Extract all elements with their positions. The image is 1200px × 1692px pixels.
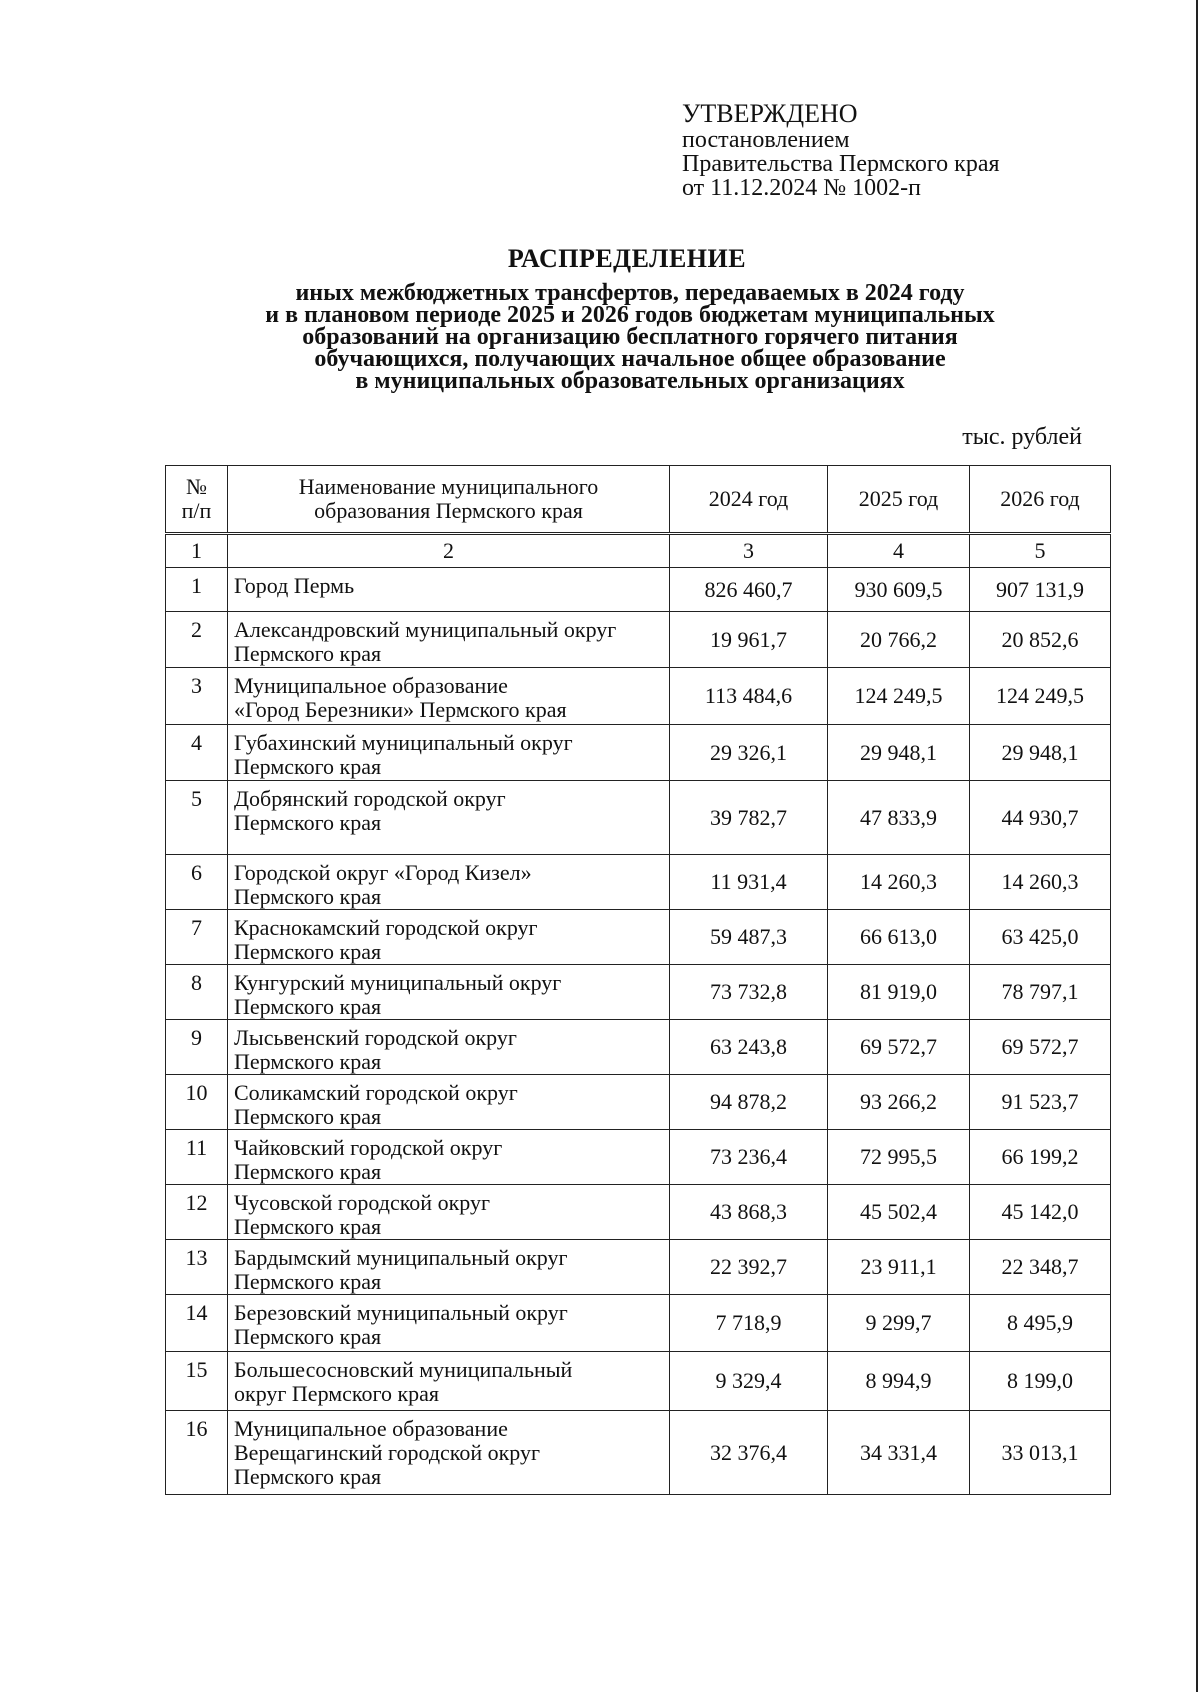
row-number: 8 [166,965,228,1020]
municipality-name-line: Город Пермь [234,573,355,598]
value-2024: 22 392,7 [670,1240,828,1295]
subtitle-line: иных межбюджетных трансфертов, передаваемых в 2024 году [295,280,965,306]
value-2026: 66 199,2 [970,1130,1111,1185]
municipality-name [228,855,670,910]
subtitle-line: образований на организацию бесплатного горячего питания [302,324,958,350]
municipality-name-line: Чусовской городской округ [234,1190,490,1215]
value-2026: 63 425,0 [970,910,1111,965]
column-number: 3 [670,534,828,568]
approval-line: постановлением [682,127,850,153]
value-2024: 59 487,3 [670,910,828,965]
municipality-name-line: Лысьвенский городской округ [234,1025,517,1050]
value-2025: 47 833,9 [828,781,970,855]
distribution-table [165,465,1111,1495]
row-number: 13 [166,1240,228,1295]
header-municipality-line: Наименование муниципального [298,474,599,499]
municipality-name-line: округ Пермского края [234,1381,440,1406]
table-row [166,1295,1111,1352]
municipality-name-line: Пермского края [234,1159,382,1184]
municipality-name [228,1020,670,1075]
value-2025: 9 299,7 [828,1295,970,1352]
municipality-name-line: Краснокамский городской округ [234,915,538,940]
municipality-name [228,1352,670,1411]
header-number-abbr: п/п [181,498,212,523]
table-row [166,855,1111,910]
value-2024: 43 868,3 [670,1185,828,1240]
column-number: 2 [228,534,670,568]
table-row [166,965,1111,1020]
value-2025: 930 609,5 [828,568,970,612]
row-number: 10 [166,1075,228,1130]
subtitle-line: обучающихся, получающих начальное общее образование [314,346,946,372]
municipality-name-line: Соликамский городской округ [234,1080,518,1105]
municipality-name-line: Пермского края [234,884,382,909]
value-2024: 32 376,4 [670,1411,828,1495]
municipality-name-line: Пермского края [234,1324,382,1349]
value-2026: 29 948,1 [970,725,1111,781]
value-2024: 73 236,4 [670,1130,828,1185]
value-2025: 14 260,3 [828,855,970,910]
row-number: 14 [166,1295,228,1352]
value-2024: 94 878,2 [670,1075,828,1130]
value-2026: 78 797,1 [970,965,1111,1020]
table-body [166,534,1111,1495]
municipality-name-line: Пермского края [234,754,382,779]
municipality-name-line: Муниципальное образование [234,673,508,698]
municipality-name-line: Пермского края [234,939,382,964]
value-2026: 91 523,7 [970,1075,1111,1130]
municipality-name [228,612,670,668]
value-2024: 29 326,1 [670,725,828,781]
header-year-2025: 2025 год [828,466,970,534]
table-row [166,910,1111,965]
municipality-name [228,781,670,855]
row-number: 2 [166,612,228,668]
column-number: 4 [828,534,970,568]
municipality-name [228,1130,670,1185]
value-2026: 8 495,9 [970,1295,1111,1352]
row-number: 5 [166,781,228,855]
column-number-row [166,534,1111,568]
municipality-name-line: Пермского края [234,994,382,1019]
municipality-name [228,910,670,965]
municipality-name-line: Пермского края [234,1464,382,1489]
municipality-name-line: Губахинский муниципальный округ [234,730,573,755]
municipality-name [228,1240,670,1295]
value-2026: 8 199,0 [970,1352,1111,1411]
value-2024: 19 961,7 [670,612,828,668]
approval-heading: УТВЕРЖДЕНО [682,99,858,128]
value-2025: 23 911,1 [828,1240,970,1295]
column-number: 5 [970,534,1111,568]
municipality-name [228,1185,670,1240]
table-row [166,612,1111,668]
table-row [166,781,1111,855]
value-2025: 34 331,4 [828,1411,970,1495]
municipality-name-line: Пермского края [234,1214,382,1239]
value-2024: 9 329,4 [670,1352,828,1411]
municipality-name [228,725,670,781]
row-number: 12 [166,1185,228,1240]
value-2026: 33 013,1 [970,1411,1111,1495]
header-year-2024: 2024 год [670,466,828,534]
municipality-name-line: Бардымский муниципальный округ [234,1245,568,1270]
header-number [166,466,228,534]
municipality-name [228,965,670,1020]
table-row [166,1185,1111,1240]
table-row [166,668,1111,725]
value-2026: 44 930,7 [970,781,1111,855]
municipality-name-line: Городской округ «Город Кизел» [234,860,532,885]
value-2026: 907 131,9 [970,568,1111,612]
municipality-name-line: Пермского края [234,1049,382,1074]
units-label: тыс. рублей [962,424,1082,450]
approval-line: Правительства Пермского края [682,151,1000,177]
municipality-name [228,1411,670,1495]
municipality-name [228,1295,670,1352]
municipality-name-line: Березовский муниципальный округ [234,1300,568,1325]
municipality-name-line: «Город Березники» Пермского края [234,697,567,722]
column-number: 1 [166,534,228,568]
municipality-name [228,568,670,612]
municipality-name-line: Чайковский городской округ [234,1135,503,1160]
row-number: 15 [166,1352,228,1411]
value-2026: 124 249,5 [970,668,1111,725]
approval-stamp [682,100,1182,200]
table-row [166,1240,1111,1295]
municipality-name-line: Пермского края [234,641,382,666]
table-row [166,1020,1111,1075]
value-2025: 29 948,1 [828,725,970,781]
header-year-2026: 2026 год [970,466,1111,534]
table-header-row [166,466,1111,534]
value-2024: 7 718,9 [670,1295,828,1352]
municipality-name-line: Пермского края [234,810,382,835]
value-2026: 22 348,7 [970,1240,1111,1295]
municipality-name-line: Пермского края [234,1269,382,1294]
value-2024: 113 484,6 [670,668,828,725]
table-row [166,568,1111,612]
municipality-name-line: Большесосновский муниципальный [234,1357,573,1382]
table-row [166,725,1111,781]
value-2026: 69 572,7 [970,1020,1111,1075]
row-number: 1 [166,568,228,612]
value-2024: 39 782,7 [670,781,828,855]
row-number: 4 [166,725,228,781]
header-municipality [228,466,670,534]
row-number: 7 [166,910,228,965]
document-subtitle [150,282,1110,392]
value-2025: 45 502,4 [828,1185,970,1240]
row-number: 3 [166,668,228,725]
row-number: 6 [166,855,228,910]
municipality-name [228,668,670,725]
table-row [166,1130,1111,1185]
municipality-name-line: Пермского края [234,1104,382,1129]
municipality-name-line: Верещагинский городской округ [234,1440,541,1465]
header-number-symbol: № [186,474,207,499]
value-2025: 20 766,2 [828,612,970,668]
subtitle-line: и в плановом периоде 2025 и 2026 годов бюджетам муниципальных [265,302,995,328]
value-2024: 73 732,8 [670,965,828,1020]
row-number: 16 [166,1411,228,1495]
value-2025: 81 919,0 [828,965,970,1020]
municipality-name-line: Добрянский городской округ [234,786,506,811]
subtitle-line: в муниципальных образовательных организациях [355,368,905,394]
value-2025: 66 613,0 [828,910,970,965]
value-2026: 45 142,0 [970,1185,1111,1240]
value-2024: 826 460,7 [670,568,828,612]
row-number: 9 [166,1020,228,1075]
value-2024: 11 931,4 [670,855,828,910]
value-2024: 63 243,8 [670,1020,828,1075]
document-title: РАСПРЕДЕЛЕНИЕ [507,244,747,273]
municipality-name [228,1075,670,1130]
value-2026: 20 852,6 [970,612,1111,668]
table-row [166,1352,1111,1411]
municipality-name-line: Муниципальное образование [234,1416,508,1441]
value-2025: 69 572,7 [828,1020,970,1075]
approval-date-number: от 11.12.2024 № 1002-п [682,175,922,201]
value-2025: 8 994,9 [828,1352,970,1411]
municipality-name-line: Кунгурский муниципальный округ [234,970,562,995]
row-number: 11 [166,1130,228,1185]
value-2025: 124 249,5 [828,668,970,725]
table-row [166,1075,1111,1130]
header-municipality-line: образования Пермского края [314,498,583,523]
municipality-name-line: Александровский муниципальный округ [234,617,617,642]
value-2025: 93 266,2 [828,1075,970,1130]
value-2025: 72 995,5 [828,1130,970,1185]
table-row [166,1411,1111,1495]
value-2026: 14 260,3 [970,855,1111,910]
